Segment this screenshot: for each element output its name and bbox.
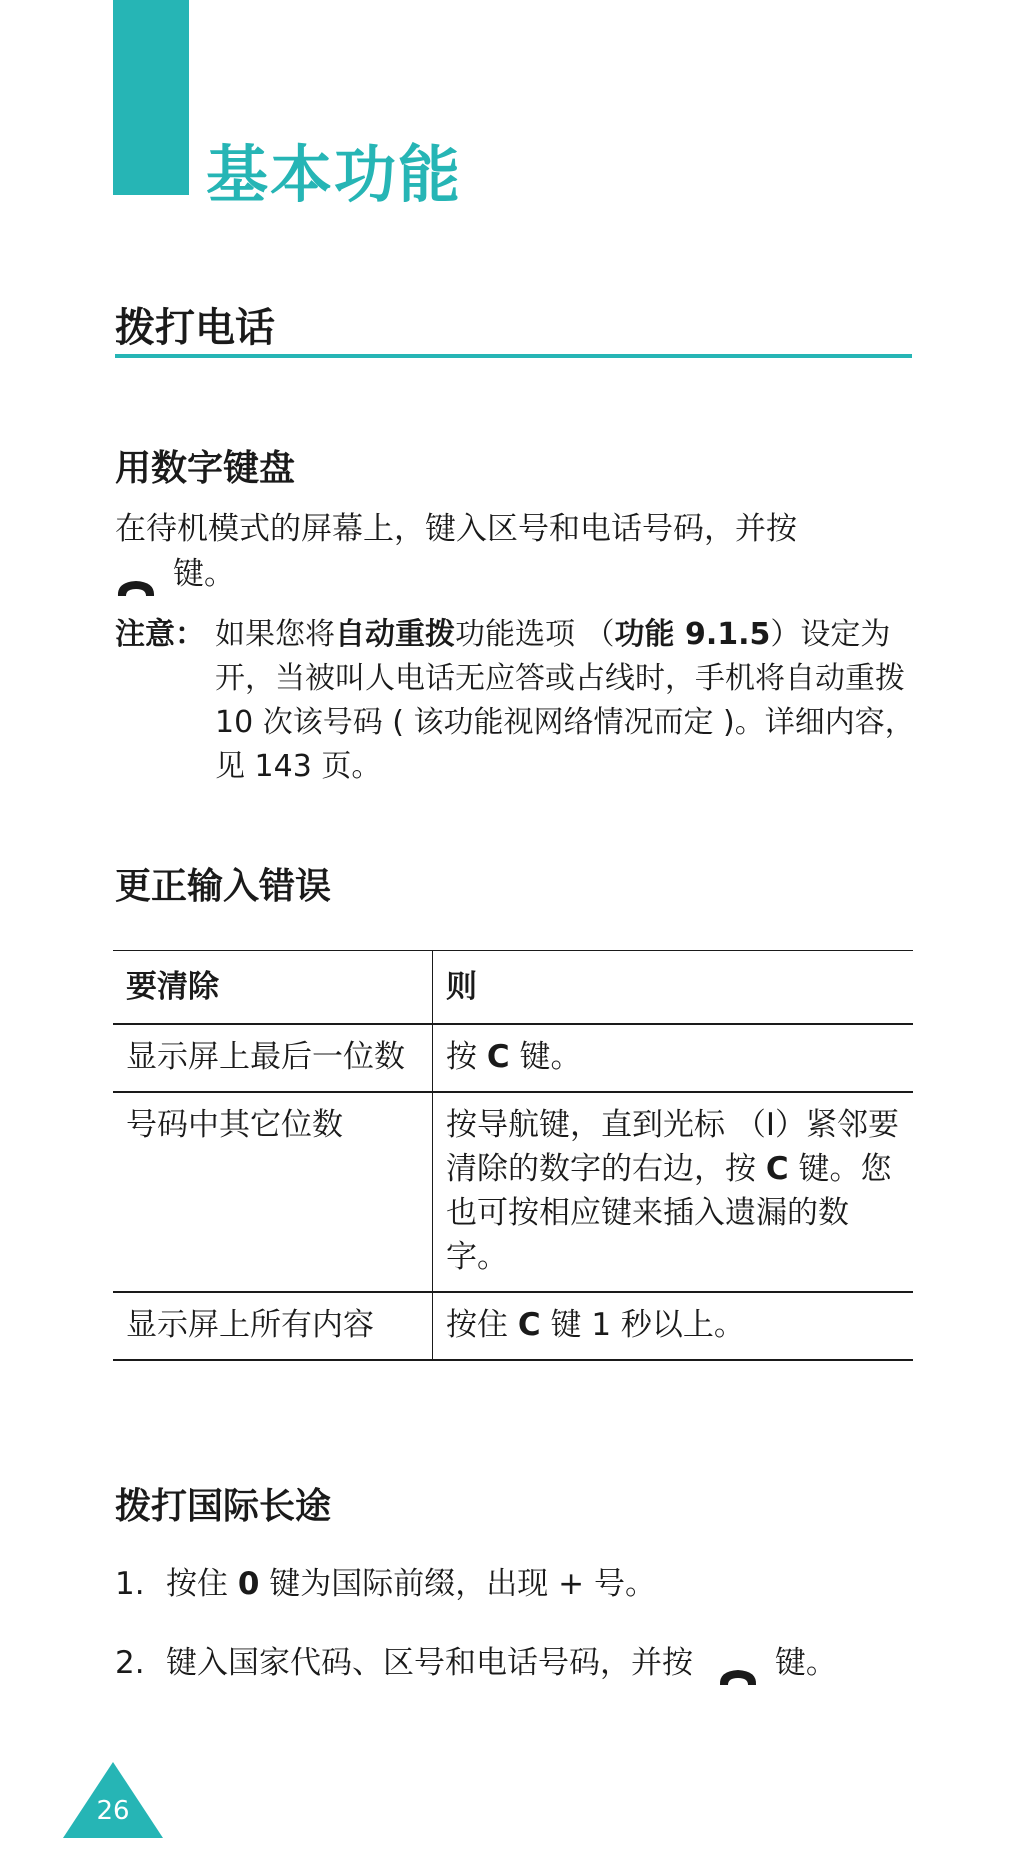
list-item	[115, 1562, 656, 1606]
note-text-part: 功能选项 （	[455, 617, 615, 652]
section-title: 拨打电话	[115, 305, 275, 351]
key-label: C	[765, 1151, 789, 1187]
table-cell: 号码中其它位数	[113, 1093, 433, 1291]
intl-heading: 拨打国际长途	[115, 1486, 332, 1527]
page-number: 26	[96, 1796, 130, 1826]
keypad-paragraph	[115, 507, 905, 597]
key-label: 0	[237, 1566, 260, 1602]
keypad-line-2-text: 键。	[173, 556, 235, 592]
table-cell-text: 按住	[446, 1307, 518, 1343]
chapter-tab-bar	[113, 0, 189, 195]
keypad-heading: 用数字键盘	[115, 448, 296, 489]
chapter-title: 基本功能	[206, 138, 463, 211]
keypad-line-1: 在待机模式的屏幕上，键入区号和电话号码，并按	[115, 511, 797, 547]
table-row	[113, 1093, 913, 1293]
list-text: 按住	[166, 1566, 238, 1602]
table-cell-text: 键。您也可按相应键来插入遗漏的数字。	[446, 1151, 892, 1275]
table-cell	[433, 1025, 913, 1091]
list-text: 键入国家代码、区号和电话号码，并按	[166, 1645, 693, 1681]
list-number: 2.	[115, 1645, 145, 1681]
note-label: 注意：	[115, 617, 205, 652]
correction-table	[113, 950, 913, 1361]
table-cell-text: 按导航键，直到光标 （I）紧邻要清除的数字的右边，按	[446, 1107, 899, 1187]
note-text-part: 如果您将	[215, 617, 335, 652]
note-text-part: ）设定为开，当被叫人电话无应答或占线时，手机将自动重拨 10 次该号码 ( 该功能视网络情况而定 )。详细内容，见 143 页。	[215, 617, 915, 784]
key-label: C	[486, 1039, 510, 1075]
list-text: 键为国际前缀，出现 + 号。	[259, 1566, 656, 1602]
table-cell: 显示屏上所有内容	[113, 1293, 433, 1359]
table-header-cell: 要清除	[113, 951, 433, 1023]
list-text: 键。	[774, 1645, 837, 1681]
note-feature-name: 自动重拨	[335, 617, 455, 652]
key-label: C	[517, 1307, 541, 1343]
table-row	[113, 1025, 913, 1093]
list-item	[115, 1641, 837, 1685]
table-header-row	[113, 950, 913, 1025]
keypad-line-2	[115, 552, 905, 597]
table-cell-text: 键。	[509, 1039, 582, 1075]
send-key-icon	[115, 566, 157, 586]
table-cell	[433, 1293, 913, 1359]
table-row	[113, 1293, 913, 1361]
table-cell: 显示屏上最后一位数	[113, 1025, 433, 1091]
table-cell	[433, 1093, 913, 1291]
table-cell-text: 按	[446, 1039, 487, 1075]
table-cell-text: 键 1 秒以上。	[540, 1307, 745, 1343]
send-key-icon	[717, 1655, 759, 1675]
note-text	[215, 613, 915, 789]
note-menu-ref: 功能 9.1.5	[614, 617, 771, 652]
correct-heading: 更正输入错误	[115, 866, 332, 907]
section-divider	[115, 354, 912, 358]
list-number: 1.	[115, 1566, 145, 1602]
table-header-cell: 则	[446, 969, 477, 1005]
